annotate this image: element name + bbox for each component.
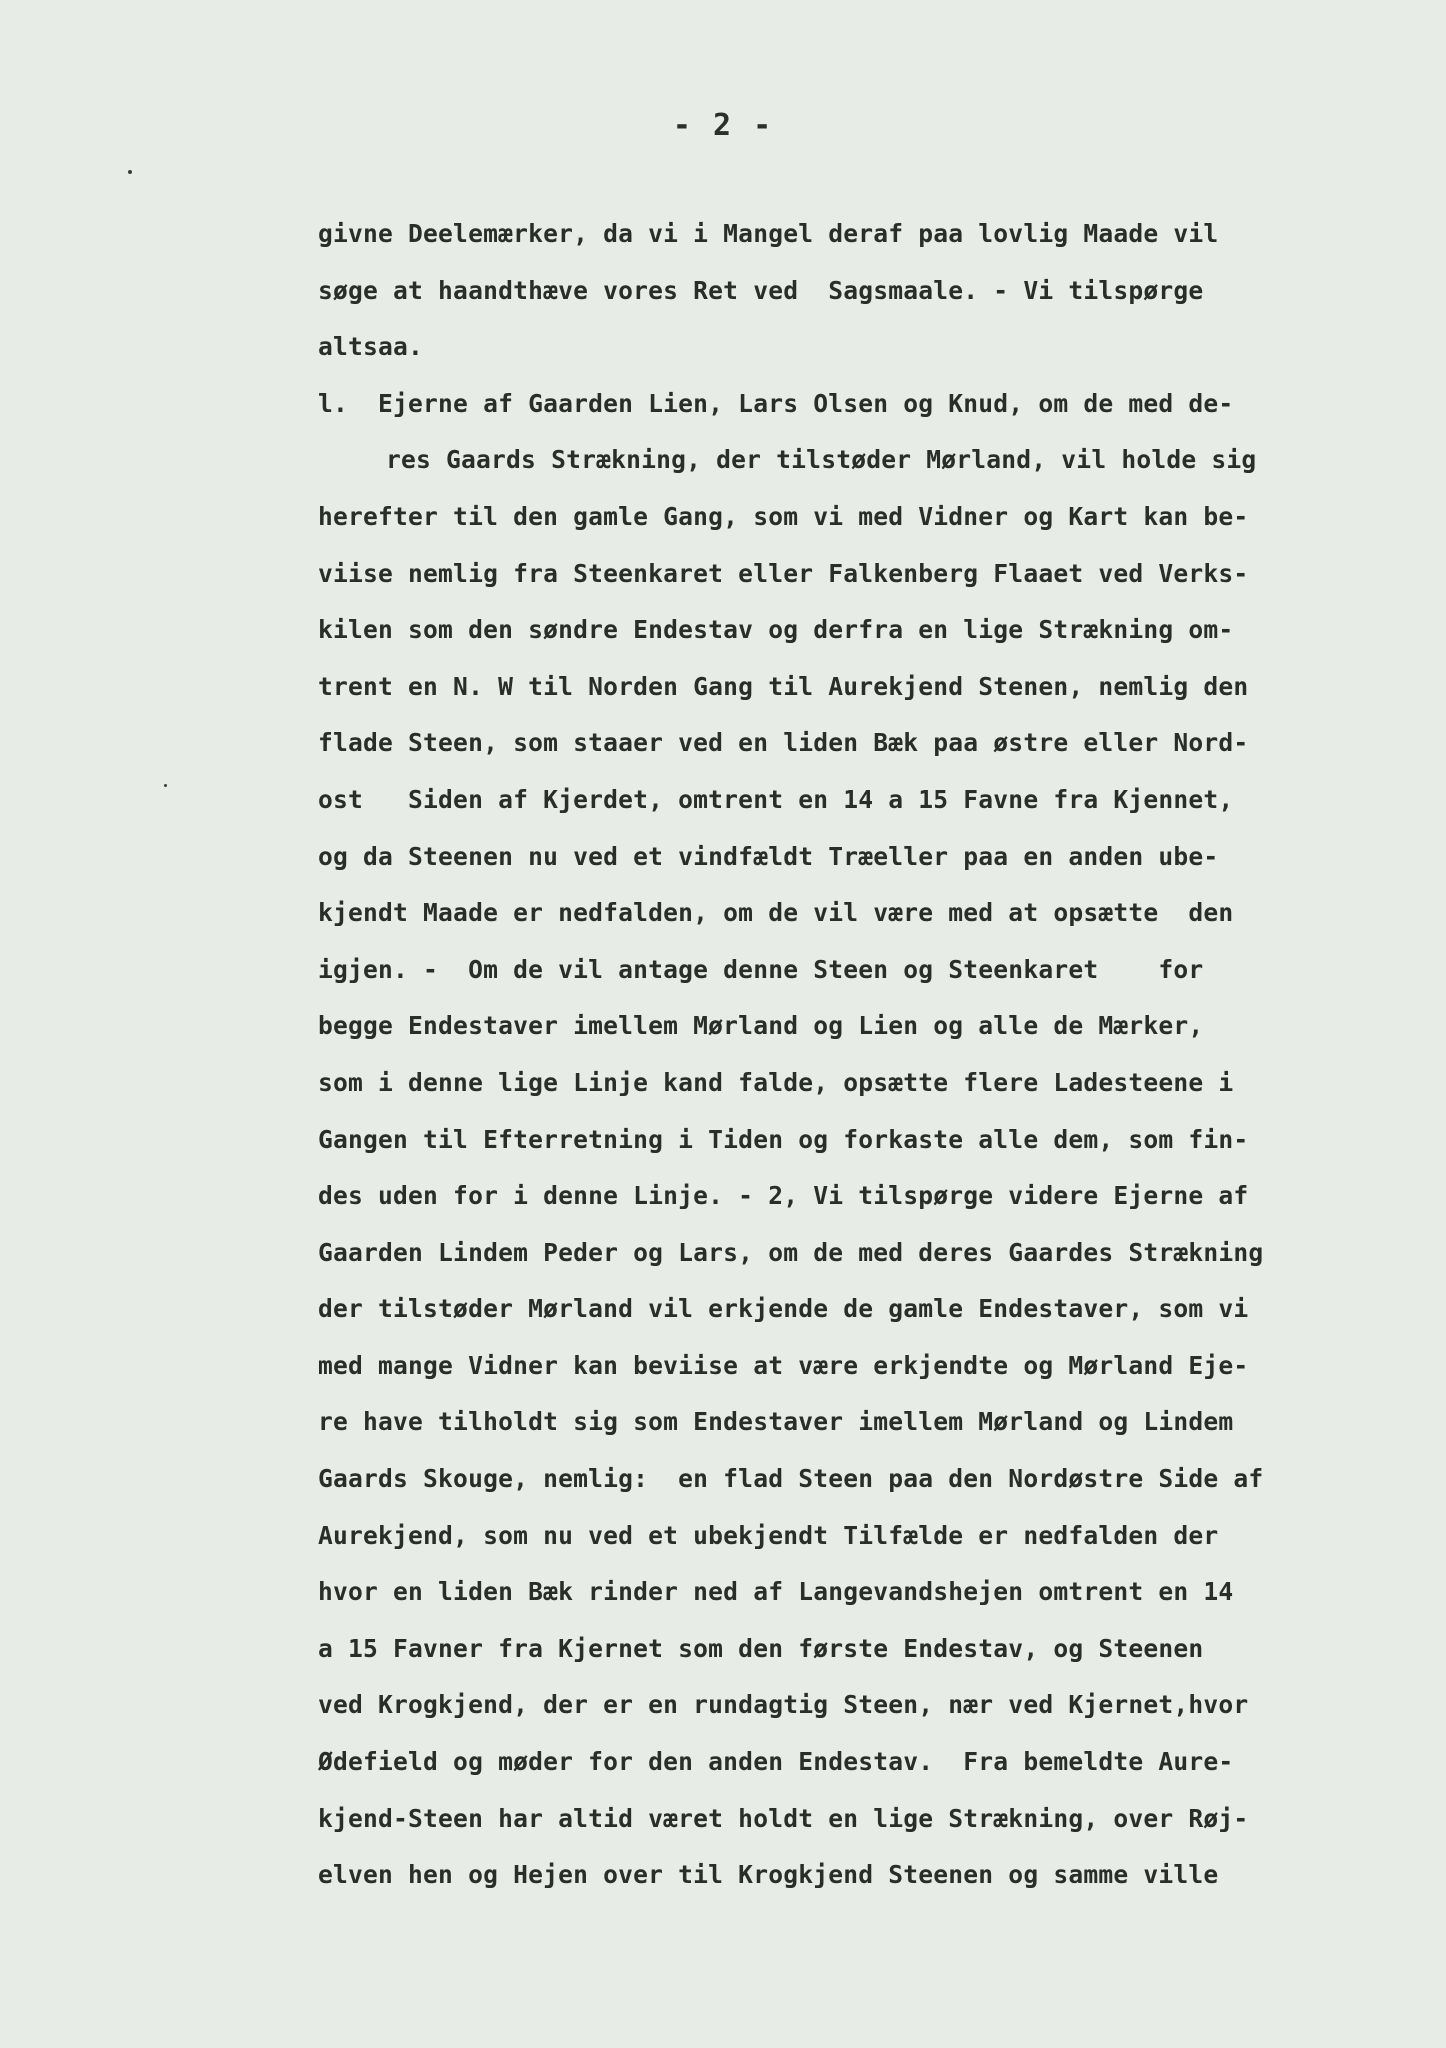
text-line: ost Siden af Kjerdet, omtrent en 14 a 15 Favne fra Kjennet, bbox=[318, 784, 1234, 814]
text-line: viise nemlig fra Steenkaret eller Falkenberg Flaaet ved Verks- bbox=[318, 558, 1249, 588]
text-line: kjend-Steen har altid været holdt en lige Strækning, over Røj- bbox=[318, 1803, 1249, 1833]
text-line: l. Ejerne af Gaarden Lien, Lars Olsen og Knud, om de med de- bbox=[318, 388, 1234, 418]
text-line: Gangen til Efterretning i Tiden og forkaste alle dem, som fin- bbox=[318, 1124, 1249, 1154]
page-number: - 2 - bbox=[672, 108, 774, 143]
text-line: elven hen og Hejen over til Krogkjend Steenen og samme ville bbox=[318, 1860, 1219, 1890]
text-line: søge at haandthæve vores Ret ved Sagsmaale. - Vi tilspørge bbox=[318, 275, 1204, 305]
text-line: kilen som den søndre Endestav og derfra en lige Strækning om- bbox=[318, 615, 1234, 645]
margin-speck bbox=[164, 784, 167, 787]
text-line: der tilstøder Mørland vil erkjende de gamle Endestaver, som vi bbox=[318, 1294, 1249, 1324]
text-line: trent en N. W til Norden Gang til Aurekjend Stenen, nemlig den bbox=[318, 671, 1249, 701]
typed-text-body bbox=[318, 206, 1418, 1904]
text-line: a 15 Favner fra Kjernet som den første Endestav, og Steenen bbox=[318, 1633, 1204, 1663]
text-line: re have tilholdt sig som Endestaver imellem Mørland og Lindem bbox=[318, 1407, 1234, 1437]
text-line: igjen. - Om de vil antage denne Steen og Steenkaret for bbox=[318, 954, 1204, 984]
text-line: og da Steenen nu ved et vindfældt Træeller paa en anden ube- bbox=[318, 841, 1219, 871]
margin-speck bbox=[128, 170, 132, 174]
text-line: res Gaards Strækning, der tilstøder Mørland, vil holde sig bbox=[386, 445, 1257, 475]
text-line: flade Steen, som staaer ved en liden Bæk paa østre eller Nord- bbox=[318, 728, 1249, 758]
text-line: givne Deelemærker, da vi i Mangel deraf paa lovlig Maade vil bbox=[318, 219, 1219, 248]
text-line: des uden for i denne Linje. - 2, Vi tilspørge videre Ejerne af bbox=[318, 1181, 1249, 1211]
text-line: kjendt Maade er nedfalden, om de vil være med at opsætte den bbox=[318, 898, 1234, 928]
text-line: herefter til den gamle Gang, som vi med Vidner og Kart kan be- bbox=[318, 501, 1249, 531]
text-line: som i denne lige Linje kand falde, opsætte flere Ladesteene i bbox=[318, 1067, 1234, 1097]
text-line: altsaa. bbox=[318, 332, 424, 362]
text-line: Ødefield og møder for den anden Endestav. Fra bemeldte Aure- bbox=[318, 1747, 1234, 1777]
text-line: Gaarden Lindem Peder og Lars, om de med deres Gaardes Strækning bbox=[318, 1237, 1264, 1267]
text-line: Gaards Skouge, nemlig: en flad Steen paa den Nordøstre Side af bbox=[318, 1464, 1264, 1494]
text-line: ved Krogkjend, der er en rundagtig Steen, nær ved Kjernet,hvor bbox=[318, 1690, 1249, 1720]
text-line: hvor en liden Bæk rinder ned af Langevandshejen omtrent en 14 bbox=[318, 1577, 1234, 1607]
text-line: Aurekjend, som nu ved et ubekjendt Tilfælde er nedfalden der bbox=[318, 1520, 1219, 1550]
text-line: begge Endestaver imellem Mørland og Lien og alle de Mærker, bbox=[318, 1011, 1204, 1041]
text-line: med mange Vidner kan beviise at være erkjendte og Mørland Eje- bbox=[318, 1350, 1249, 1380]
